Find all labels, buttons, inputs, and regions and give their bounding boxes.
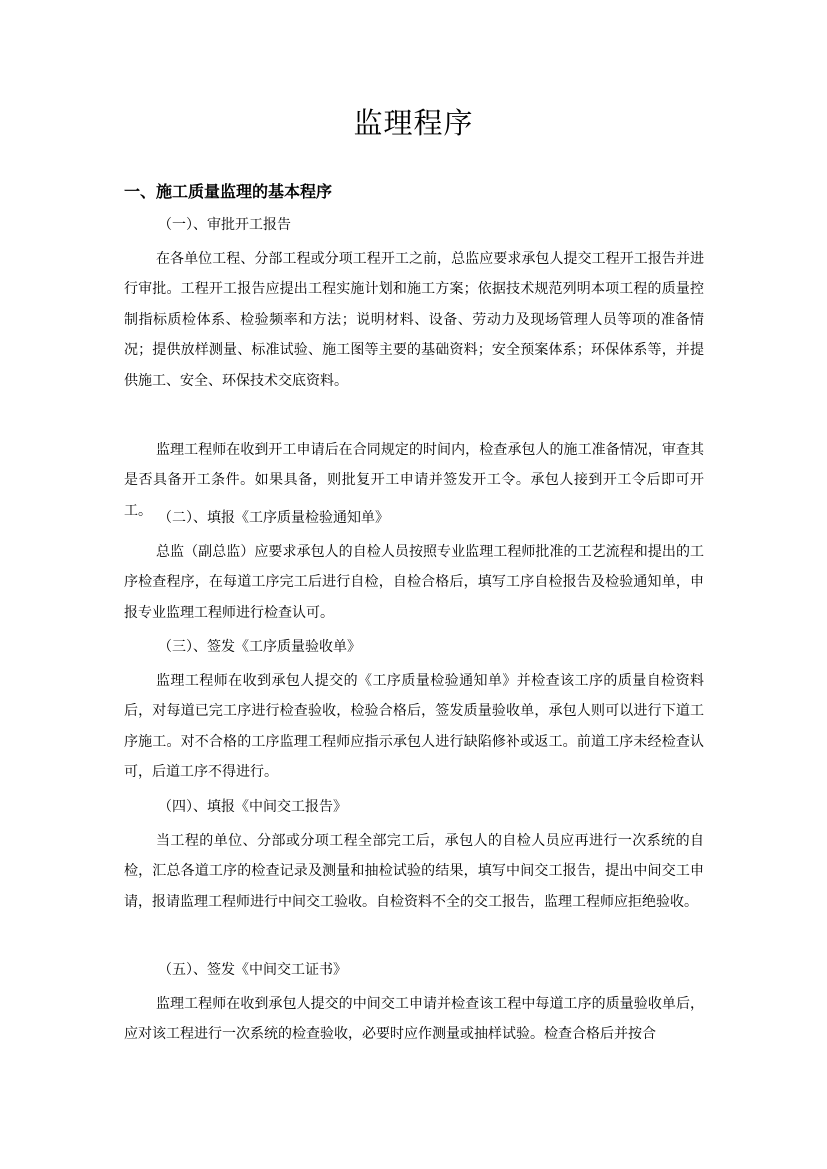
section-heading: 一、施工质量监理的基本程序 <box>124 182 333 201</box>
paragraph: 在各单位工程、分部工程或分项工程开工之前，总监应要求承包人提交工程开工报告并进行审批。工程开工报告应提出工程实施计划和施工方案；依据技术规范列明本项工程的质量控制指标质检体系、检验频率和方法；说明材料、设备、劳动力及现场管理人员等项的准备情况；提供放样测量、标准试验、施工图等主要的基础资料；安全预案体系；环保体系等，并提供施工、安全、环保技术交底资料。 <box>124 251 704 389</box>
subheading-approve-start-report: （一）、审批开工报告 <box>158 217 291 233</box>
subheading-process-inspection-notice: （二）、填报《工序质量检验通知单》 <box>158 510 389 526</box>
paragraph: 总监（副总监）应要求承包人的自检人员按照专业监理工程师批准的工艺流程和提出的工序检查程序，在每道工序完工后进行自检，自检合格后，填写工序自检报告及检验通知单，申报专业监理工程师进行检查认可。 <box>124 544 704 621</box>
subheading-process-acceptance-form: （三）、签发《工序质量验收单》 <box>158 639 361 655</box>
paragraph: 监理工程师在收到承包人提交的《工序质量检验通知单》并检查该工序的质量自检资料后，对每道已完工序进行检查验收，检验合格后，签发质量验收单，承包人则可以进行下道工序施工。对不合格的工序监理工程师应指示承包人进行缺陷修补或返工。前道工序未经检查认可，后道工序不得进行。 <box>124 673 704 781</box>
subheading-interim-handover-report: （四）、填报《中间交工报告》 <box>158 799 347 815</box>
page-title: 监理程序 <box>353 106 474 140</box>
paragraph: 当工程的单位、分部或分项工程全部完工后，承包人的自检人员应再进行一次系统的自检，汇总各道工序的检查记录及测量和抽检试验的结果，填写中间交工报告，提出中间交工申请，报请监理工程师进行中间交工验收。自检资料不全的交工报告，监理工程师应拒绝验收。 <box>124 833 704 910</box>
paragraph: 监理工程师在收到承包人提交的中间交工申请并检查该工程中每道工序的质量验收单后，应对该工程进行一次系统的检查验收，必要时应作测量或抽样试验。检查合格后并按合 <box>124 996 704 1043</box>
paragraph: 监理工程师在收到开工申请后在合同规定的时间内，检查承包人的施工准备情况，审查其是否具备开工条件。如果具备，则批复开工申请并签发开工令。承包人接到开工令后即可开工。 <box>124 442 704 519</box>
subheading-interim-handover-certificate: （五）、签发《中间交工证书》 <box>158 962 347 978</box>
